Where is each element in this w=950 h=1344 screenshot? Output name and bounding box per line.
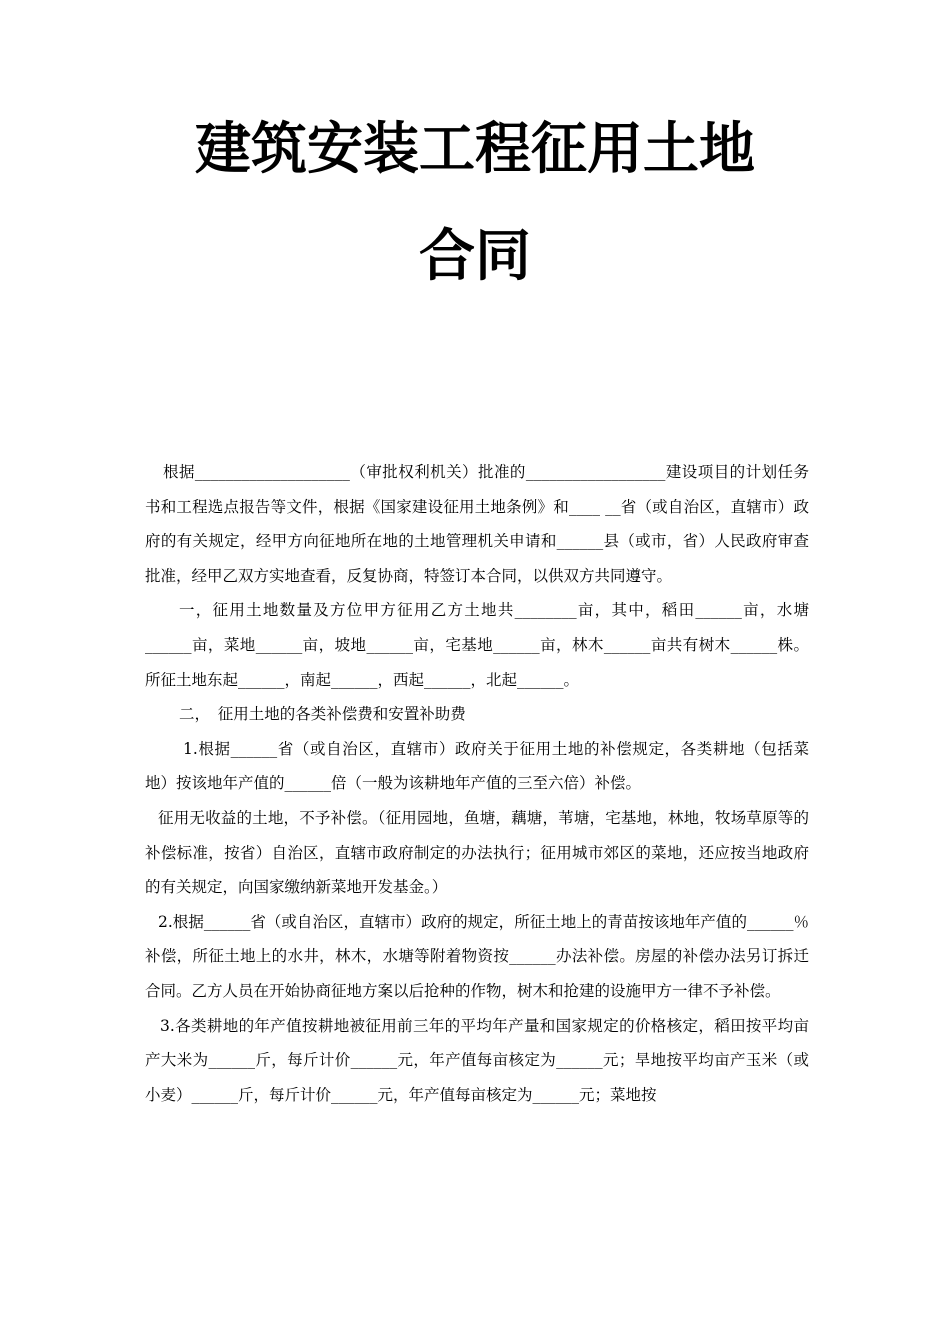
clause-1-unprofitable-land: 征用无收益的土地，不予补偿。（征用园地，鱼塘，藕塘，苇塘，宅基地，林地，牧场草原等的补偿标准，按省）自治区，直辖市政府制定的办法执行；征用城市郊区的菜地，还应按当地政府的有关规定，向国家缴纳新菜地开发基金。） [145, 808, 809, 897]
document-title-line-2: 合同 [419, 224, 531, 289]
clause-2-crops-and-attachments: 2.根据______省（或自治区，直辖市）政府的规定，所征土地上的青苗按该地年产值的______％补偿，所征土地上的水井，林木，水塘等附着物资按______办法补偿。房屋的补偿办法另订拆迁合同。乙方人员在开始协商征地方案以后抢种的作物，树木和抢建的设施甲方一律不予补偿。 [145, 912, 809, 1000]
preamble-paragraph: 根据____________________（审批权利机关）批准的__________________建设项目的计划任务书和工程选点报告等文件，根据《国家建设征用土地条例》和____ __省（或自治区，直辖市）政府的有关规定，经甲方向征地所在地的土地管理机关申请和______县（或市，省）人民政府审查批准，经甲乙双方实地查看，反复协商，特签订本合同，以供双方共同遵守。 [145, 463, 809, 585]
clause-3-annual-output-value: 3.各类耕地的年产值按耕地被征用前三年的平均年产量和国家规定的价格核定，稻田按平均亩产大米为______斤，每斤计价______元，年产值每亩核定为______元；旱地按平均亩产玉米（或小麦）______斤，每斤计价______元，年产值每亩核定为______元；菜地按 [145, 1016, 809, 1104]
section-2-heading: 二， 征用土地的各类补偿费和安置补助费 [179, 705, 466, 724]
document-title-line-1: 建筑安装工程征用土地 [195, 117, 755, 182]
contract-body [145, 455, 809, 1112]
clause-1-farmland-compensation: 1.根据______省（或自治区，直辖市）政府关于征用土地的补偿规定，各类耕地（包括菜地）按该地年产值的______倍（一般为该耕地年产值的三至六倍）补偿。 [145, 739, 809, 793]
section-1-land-quantity: 一，征用土地数量及方位甲方征用乙方土地共________亩，其中，稻田______亩，水塘______亩，菜地______亩，坡地______亩，宅基地______亩，林木______亩共有树木______株。所征土地东起______，南起______，西起______，北起______。 [145, 601, 809, 689]
